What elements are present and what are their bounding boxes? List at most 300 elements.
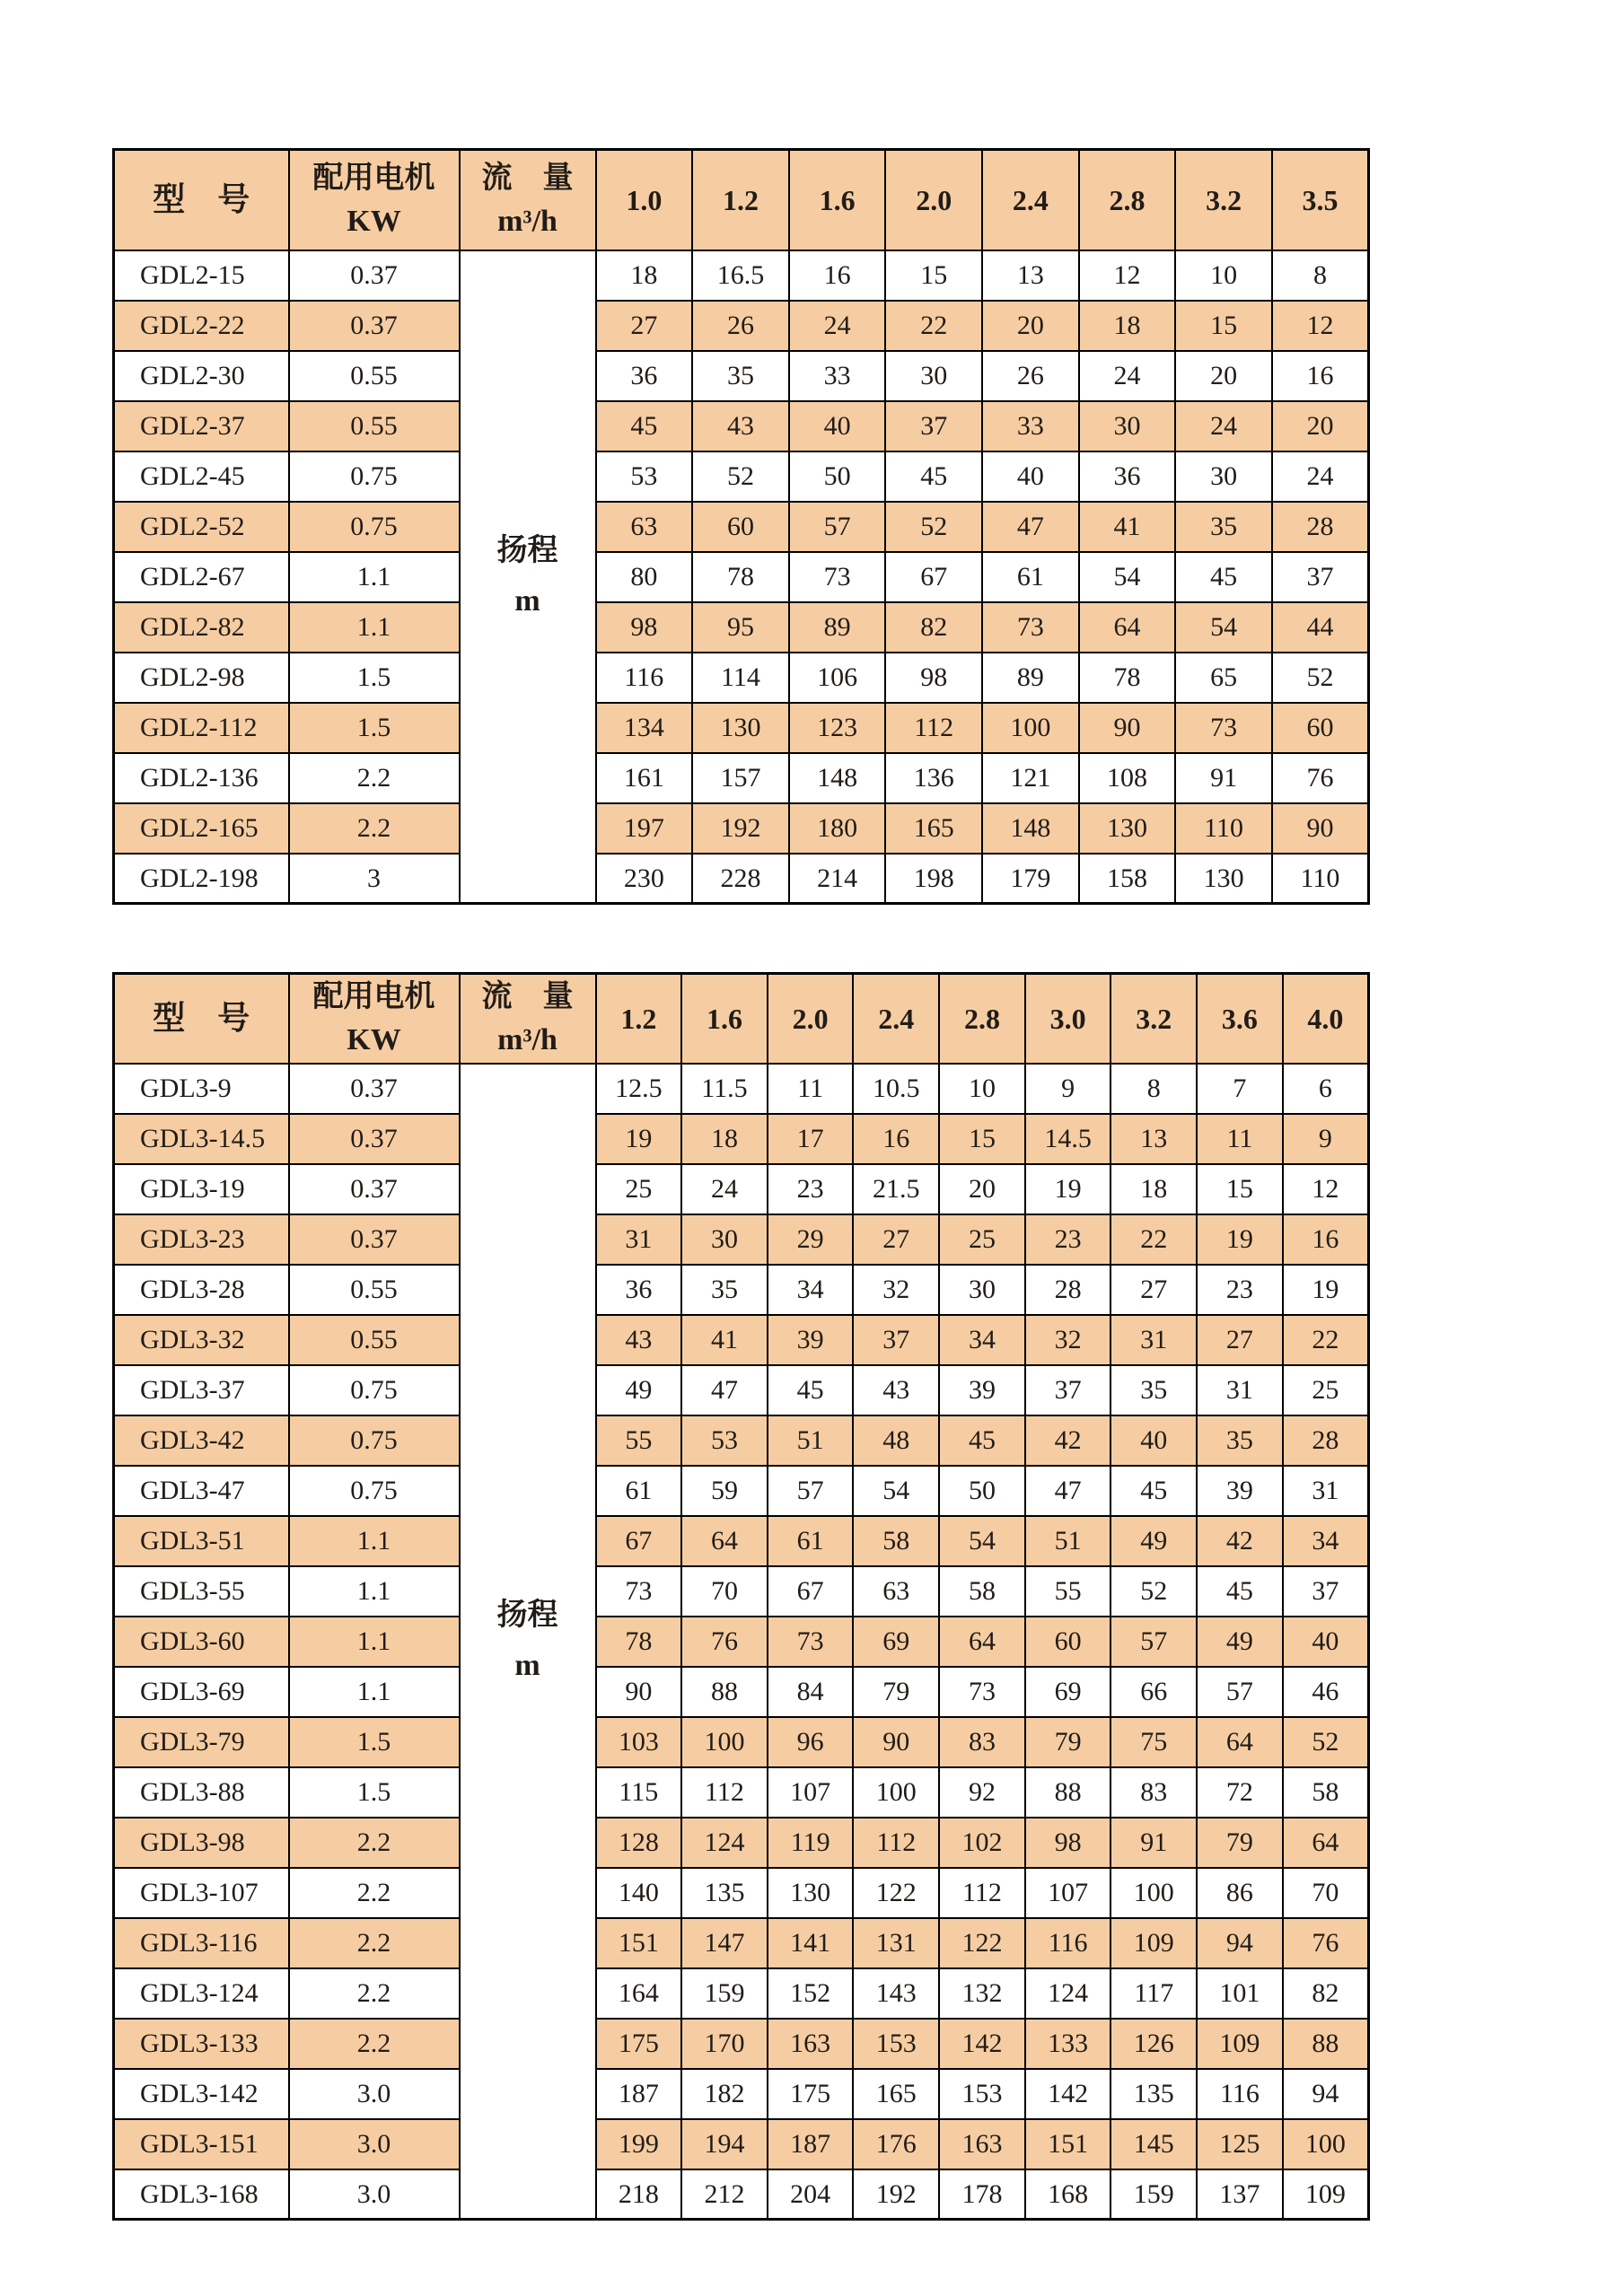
head-value-cell: 194 [681, 2119, 768, 2169]
head-value-cell: 98 [1025, 1818, 1111, 1868]
table-row [114, 1315, 1369, 1365]
head-value-cell: 35 [692, 351, 789, 401]
head-value-cell: 40 [789, 401, 886, 451]
flow-rate-header: 2.4 [982, 150, 1079, 250]
head-value-cell: 187 [596, 2069, 682, 2119]
model-cell: GDL2-15 [114, 250, 289, 301]
head-value-cell: 78 [692, 552, 789, 602]
head-value-cell: 11.5 [681, 1064, 768, 1114]
head-value-cell: 60 [692, 502, 789, 552]
head-value-cell: 18 [596, 250, 693, 301]
head-value-cell: 88 [681, 1667, 768, 1717]
head-value-cell: 57 [768, 1466, 854, 1516]
motor-column-header: 配用电机 KW [289, 150, 460, 250]
table-row [114, 451, 1369, 502]
table-row [114, 1667, 1369, 1717]
head-value-cell: 142 [939, 2019, 1025, 2069]
head-value-cell: 15 [885, 250, 982, 301]
head-value-cell: 44 [1272, 602, 1369, 653]
head-value-cell: 28 [1272, 502, 1369, 552]
head-value-cell: 57 [1110, 1617, 1197, 1667]
flow-rate-header: 4.0 [1283, 974, 1369, 1064]
head-value-cell: 35 [1197, 1415, 1283, 1466]
head-value-cell: 33 [982, 401, 1079, 451]
head-value-cell: 228 [692, 854, 789, 904]
head-value-cell: 55 [1025, 1566, 1111, 1617]
head-value-cell: 28 [1283, 1415, 1369, 1466]
head-value-cell: 49 [1197, 1617, 1283, 1667]
model-cell: GDL2-136 [114, 753, 289, 803]
head-value-cell: 153 [853, 2019, 939, 2069]
model-cell: GDL3-107 [114, 1868, 289, 1918]
table-row [114, 1918, 1369, 1968]
head-value-cell: 110 [1272, 854, 1369, 904]
head-value-cell: 136 [885, 753, 982, 803]
head-value-cell: 147 [681, 1918, 768, 1968]
model-cell: GDL3-42 [114, 1415, 289, 1466]
motor-power-cell: 1.5 [289, 1717, 460, 1767]
head-value-cell: 151 [596, 1918, 682, 1968]
flow-rate-header: 2.8 [939, 974, 1025, 1064]
model-cell: GDL3-98 [114, 1818, 289, 1868]
head-value-cell: 54 [853, 1466, 939, 1516]
head-value-cell: 43 [853, 1365, 939, 1415]
head-value-cell: 101 [1197, 1968, 1283, 2019]
head-value-cell: 90 [853, 1717, 939, 1767]
head-value-cell: 148 [789, 753, 886, 803]
head-value-cell: 39 [939, 1365, 1025, 1415]
motor-power-cell: 1.1 [289, 1566, 460, 1617]
table-row [114, 1265, 1369, 1315]
head-value-cell: 15 [939, 1114, 1025, 1164]
head-value-cell: 106 [789, 653, 886, 703]
head-value-cell: 30 [885, 351, 982, 401]
head-value-cell: 52 [1283, 1717, 1369, 1767]
motor-power-cell: 2.2 [289, 1868, 460, 1918]
head-value-cell: 107 [1025, 1868, 1111, 1918]
head-value-cell: 130 [1079, 803, 1176, 854]
head-value-cell: 157 [692, 753, 789, 803]
head-value-cell: 84 [768, 1667, 854, 1717]
head-value-cell: 98 [885, 653, 982, 703]
model-cell: GDL3-32 [114, 1315, 289, 1365]
head-value-cell: 199 [596, 2119, 682, 2169]
head-value-cell: 32 [1025, 1315, 1111, 1365]
head-value-cell: 41 [1079, 502, 1176, 552]
head-value-cell: 47 [982, 502, 1079, 552]
head-value-cell: 14.5 [1025, 1114, 1111, 1164]
head-value-cell: 100 [1110, 1868, 1197, 1918]
head-value-cell: 11 [768, 1064, 854, 1114]
head-value-cell: 59 [681, 1466, 768, 1516]
head-value-cell: 122 [939, 1918, 1025, 1968]
head-value-cell: 22 [1110, 1214, 1197, 1265]
head-value-cell: 137 [1197, 2169, 1283, 2220]
motor-power-cell: 1.5 [289, 703, 460, 753]
head-value-cell: 114 [692, 653, 789, 703]
head-value-cell: 37 [1025, 1365, 1111, 1415]
head-value-cell: 61 [982, 552, 1079, 602]
head-value-cell: 109 [1110, 1918, 1197, 1968]
head-value-cell: 94 [1283, 2069, 1369, 2119]
head-value-cell: 70 [681, 1566, 768, 1617]
head-value-cell: 19 [1025, 1164, 1111, 1214]
model-cell: GDL3-69 [114, 1667, 289, 1717]
model-column-header: 型 号 [114, 974, 289, 1064]
head-value-cell: 82 [1283, 1968, 1369, 2019]
head-value-cell: 6 [1283, 1064, 1369, 1114]
head-value-cell: 31 [1110, 1315, 1197, 1365]
head-value-cell: 25 [1283, 1365, 1369, 1415]
head-value-cell: 107 [768, 1767, 854, 1818]
head-value-cell: 58 [1283, 1767, 1369, 1818]
motor-power-cell: 2.2 [289, 1818, 460, 1868]
head-value-cell: 116 [596, 653, 693, 703]
head-value-cell: 178 [939, 2169, 1025, 2220]
head-value-cell: 100 [681, 1717, 768, 1767]
head-value-cell: 165 [853, 2069, 939, 2119]
head-value-cell: 10.5 [853, 1064, 939, 1114]
table-row [114, 1566, 1369, 1617]
head-value-cell: 145 [1110, 2119, 1197, 2169]
motor-power-cell: 3 [289, 854, 460, 904]
head-value-cell: 73 [982, 602, 1079, 653]
head-value-cell: 75 [1110, 1717, 1197, 1767]
head-value-cell: 73 [939, 1667, 1025, 1717]
model-cell: GDL2-30 [114, 351, 289, 401]
table-row [114, 2119, 1369, 2169]
head-value-cell: 124 [1025, 1968, 1111, 2019]
head-value-cell: 115 [596, 1767, 682, 1818]
motor-power-cell: 0.55 [289, 401, 460, 451]
head-value-cell: 12.5 [596, 1064, 682, 1114]
motor-power-cell: 2.2 [289, 803, 460, 854]
head-value-cell: 109 [1197, 2019, 1283, 2069]
head-value-cell: 20 [1175, 351, 1272, 401]
head-value-cell: 18 [1110, 1164, 1197, 1214]
head-value-cell: 45 [885, 451, 982, 502]
flow-rate-header: 2.0 [768, 974, 854, 1064]
head-value-cell: 61 [596, 1466, 682, 1516]
head-value-cell: 64 [1283, 1818, 1369, 1868]
head-value-cell: 42 [1197, 1516, 1283, 1566]
head-value-cell: 22 [885, 301, 982, 351]
head-value-cell: 164 [596, 1968, 682, 2019]
head-value-cell: 9 [1025, 1064, 1111, 1114]
head-value-cell: 152 [768, 1968, 854, 2019]
model-cell: GDL2-98 [114, 653, 289, 703]
head-value-cell: 72 [1197, 1767, 1283, 1818]
head-value-cell: 112 [885, 703, 982, 753]
motor-power-cell: 0.75 [289, 1466, 460, 1516]
motor-power-cell: 0.75 [289, 1365, 460, 1415]
table-row [114, 1717, 1369, 1767]
table-row [114, 1466, 1369, 1516]
head-value-cell: 153 [939, 2069, 1025, 2119]
head-value-cell: 66 [1110, 1667, 1197, 1717]
head-value-cell: 47 [1025, 1466, 1111, 1516]
model-cell: GDL3-60 [114, 1617, 289, 1667]
table-row [114, 753, 1369, 803]
head-value-cell: 110 [1175, 803, 1272, 854]
motor-column-header: 配用电机 KW [289, 974, 460, 1064]
motor-power-cell: 3.0 [289, 2119, 460, 2169]
model-cell: GDL3-151 [114, 2119, 289, 2169]
head-value-cell: 31 [596, 1214, 682, 1265]
table-row [114, 2019, 1369, 2069]
head-value-cell: 192 [692, 803, 789, 854]
head-value-cell: 45 [939, 1415, 1025, 1466]
head-value-cell: 18 [681, 1114, 768, 1164]
table-row [114, 1064, 1369, 1114]
motor-power-cell: 1.1 [289, 1516, 460, 1566]
head-value-cell: 34 [939, 1315, 1025, 1365]
head-value-cell: 52 [1272, 653, 1369, 703]
head-value-cell: 140 [596, 1868, 682, 1918]
head-value-cell: 90 [596, 1667, 682, 1717]
head-value-cell: 130 [692, 703, 789, 753]
head-value-cell: 69 [1025, 1667, 1111, 1717]
head-value-cell: 13 [982, 250, 1079, 301]
flow-rate-header: 3.2 [1110, 974, 1197, 1064]
table-row [114, 1114, 1369, 1164]
head-value-cell: 78 [1079, 653, 1176, 703]
head-value-cell: 176 [853, 2119, 939, 2169]
table-row [114, 1767, 1369, 1818]
head-value-cell: 36 [596, 351, 693, 401]
head-value-cell: 179 [982, 854, 1079, 904]
head-value-cell: 69 [853, 1617, 939, 1667]
model-cell: GDL3-55 [114, 1566, 289, 1617]
head-value-cell: 45 [1175, 552, 1272, 602]
head-value-cell: 31 [1283, 1466, 1369, 1516]
head-value-cell: 41 [681, 1315, 768, 1365]
head-value-cell: 45 [1197, 1566, 1283, 1617]
head-value-cell: 143 [853, 1968, 939, 2019]
motor-power-cell: 0.37 [289, 1064, 460, 1114]
head-value-cell: 20 [1272, 401, 1369, 451]
head-value-cell: 73 [768, 1617, 854, 1667]
head-value-cell: 79 [1197, 1818, 1283, 1868]
model-cell: GDL3-37 [114, 1365, 289, 1415]
head-value-cell: 37 [1283, 1566, 1369, 1617]
head-value-cell: 9 [1283, 1114, 1369, 1164]
head-value-cell: 30 [939, 1265, 1025, 1315]
motor-power-cell: 2.2 [289, 1918, 460, 1968]
head-value-cell: 230 [596, 854, 693, 904]
head-value-cell: 116 [1197, 2069, 1283, 2119]
head-value-cell: 35 [1110, 1365, 1197, 1415]
head-value-cell: 53 [681, 1415, 768, 1466]
model-cell: GDL2-165 [114, 803, 289, 854]
head-value-cell: 86 [1197, 1868, 1283, 1918]
head-value-cell: 45 [596, 401, 693, 451]
table-row [114, 1617, 1369, 1667]
head-value-cell: 37 [1272, 552, 1369, 602]
model-cell: GDL3-23 [114, 1214, 289, 1265]
head-value-cell: 12 [1283, 1164, 1369, 1214]
head-value-cell: 135 [681, 1868, 768, 1918]
head-value-cell: 83 [939, 1717, 1025, 1767]
head-value-cell: 112 [681, 1767, 768, 1818]
head-value-cell: 58 [853, 1516, 939, 1566]
flow-rate-header: 2.0 [885, 150, 982, 250]
head-value-cell: 55 [596, 1415, 682, 1466]
head-value-cell: 10 [939, 1064, 1025, 1114]
head-value-cell: 76 [1272, 753, 1369, 803]
head-value-cell: 214 [789, 854, 886, 904]
flow-rate-header: 3.2 [1175, 150, 1272, 250]
head-value-cell: 61 [768, 1516, 854, 1566]
motor-power-cell: 0.75 [289, 502, 460, 552]
head-value-cell: 11 [1197, 1114, 1283, 1164]
head-value-cell: 148 [982, 803, 1079, 854]
model-cell: GDL2-112 [114, 703, 289, 753]
head-value-cell: 170 [681, 2019, 768, 2069]
head-value-cell: 64 [681, 1516, 768, 1566]
head-value-cell: 98 [596, 602, 693, 653]
model-cell: GDL3-19 [114, 1164, 289, 1214]
head-value-cell: 36 [596, 1265, 682, 1315]
head-value-cell: 24 [1175, 401, 1272, 451]
head-value-cell: 19 [1283, 1265, 1369, 1315]
head-unit-merged-cell: 扬程 m [460, 1064, 596, 2220]
head-value-cell: 51 [768, 1415, 854, 1466]
head-value-cell: 132 [939, 1968, 1025, 2019]
head-value-cell: 218 [596, 2169, 682, 2220]
head-value-cell: 20 [982, 301, 1079, 351]
table-row [114, 1164, 1369, 1214]
head-value-cell: 23 [1025, 1214, 1111, 1265]
motor-power-cell: 0.37 [289, 1114, 460, 1164]
head-value-cell: 29 [768, 1214, 854, 1265]
head-value-cell: 82 [885, 602, 982, 653]
head-value-cell: 51 [1025, 1516, 1111, 1566]
head-value-cell: 60 [1272, 703, 1369, 753]
head-value-cell: 212 [681, 2169, 768, 2220]
motor-power-cell: 1.1 [289, 552, 460, 602]
head-value-cell: 79 [1025, 1717, 1111, 1767]
head-value-cell: 45 [768, 1365, 854, 1415]
table-row [114, 653, 1369, 703]
head-value-cell: 94 [1197, 1918, 1283, 1968]
head-value-cell: 165 [885, 803, 982, 854]
head-value-cell: 47 [681, 1365, 768, 1415]
table-row [114, 301, 1369, 351]
head-value-cell: 198 [885, 854, 982, 904]
head-value-cell: 16.5 [692, 250, 789, 301]
gdl2-pump-spec-table [112, 148, 1370, 905]
model-cell: GDL3-9 [114, 1064, 289, 1114]
head-value-cell: 39 [768, 1315, 854, 1365]
flow-rate-header: 3.0 [1025, 974, 1111, 1064]
head-value-cell: 15 [1197, 1164, 1283, 1214]
head-value-cell: 40 [982, 451, 1079, 502]
head-value-cell: 122 [853, 1868, 939, 1918]
head-value-cell: 90 [1079, 703, 1176, 753]
motor-power-cell: 1.5 [289, 653, 460, 703]
head-value-cell: 83 [1110, 1767, 1197, 1818]
model-cell: GDL3-124 [114, 1968, 289, 2019]
table-row [114, 1868, 1369, 1918]
flow-rate-header: 1.2 [692, 150, 789, 250]
head-value-cell: 46 [1283, 1667, 1369, 1717]
head-value-cell: 49 [1110, 1516, 1197, 1566]
flow-rate-header: 1.2 [596, 974, 682, 1064]
head-value-cell: 30 [1175, 451, 1272, 502]
head-value-cell: 197 [596, 803, 693, 854]
head-value-cell: 30 [1079, 401, 1176, 451]
flow-rate-header: 3.6 [1197, 974, 1283, 1064]
head-value-cell: 24 [681, 1164, 768, 1214]
head-value-cell: 92 [939, 1767, 1025, 1818]
head-value-cell: 131 [853, 1918, 939, 1968]
head-value-cell: 25 [596, 1164, 682, 1214]
head-value-cell: 35 [1175, 502, 1272, 552]
head-value-cell: 88 [1283, 2019, 1369, 2069]
model-cell: GDL2-198 [114, 854, 289, 904]
table-row [114, 602, 1369, 653]
head-value-cell: 108 [1079, 753, 1176, 803]
table-row [114, 502, 1369, 552]
motor-power-cell: 3.0 [289, 2069, 460, 2119]
head-value-cell: 161 [596, 753, 693, 803]
head-value-cell: 32 [853, 1265, 939, 1315]
head-value-cell: 42 [1025, 1415, 1111, 1466]
head-value-cell: 39 [1197, 1466, 1283, 1516]
head-value-cell: 28 [1025, 1265, 1111, 1315]
head-value-cell: 78 [596, 1617, 682, 1667]
model-cell: GDL3-88 [114, 1767, 289, 1818]
head-value-cell: 80 [596, 552, 693, 602]
head-value-cell: 33 [789, 351, 886, 401]
head-value-cell: 100 [853, 1767, 939, 1818]
motor-power-cell: 0.75 [289, 1415, 460, 1466]
head-value-cell: 73 [1175, 703, 1272, 753]
head-value-cell: 130 [1175, 854, 1272, 904]
head-value-cell: 175 [768, 2069, 854, 2119]
head-value-cell: 57 [1197, 1667, 1283, 1717]
head-value-cell: 67 [596, 1516, 682, 1566]
head-value-cell: 27 [596, 301, 693, 351]
table-row [114, 1818, 1369, 1868]
motor-power-cell: 1.1 [289, 602, 460, 653]
head-value-cell: 23 [768, 1164, 854, 1214]
table-row [114, 401, 1369, 451]
model-cell: GDL2-52 [114, 502, 289, 552]
model-cell: GDL2-67 [114, 552, 289, 602]
header-row [114, 974, 1369, 1064]
head-value-cell: 54 [1175, 602, 1272, 653]
motor-power-cell: 1.1 [289, 1667, 460, 1717]
head-value-cell: 79 [853, 1667, 939, 1717]
head-value-cell: 21.5 [853, 1164, 939, 1214]
head-value-cell: 187 [768, 2119, 854, 2169]
head-value-cell: 159 [681, 1968, 768, 2019]
head-value-cell: 16 [1283, 1214, 1369, 1265]
head-value-cell: 123 [789, 703, 886, 753]
head-value-cell: 58 [939, 1566, 1025, 1617]
table-row [114, 1365, 1369, 1415]
motor-power-cell: 2.2 [289, 753, 460, 803]
flow-rate-header: 3.5 [1272, 150, 1369, 250]
model-cell: GDL2-45 [114, 451, 289, 502]
head-value-cell: 20 [939, 1164, 1025, 1214]
head-value-cell: 40 [1110, 1415, 1197, 1466]
motor-power-cell: 0.55 [289, 351, 460, 401]
motor-power-cell: 0.55 [289, 1265, 460, 1315]
head-value-cell: 130 [768, 1868, 854, 1918]
